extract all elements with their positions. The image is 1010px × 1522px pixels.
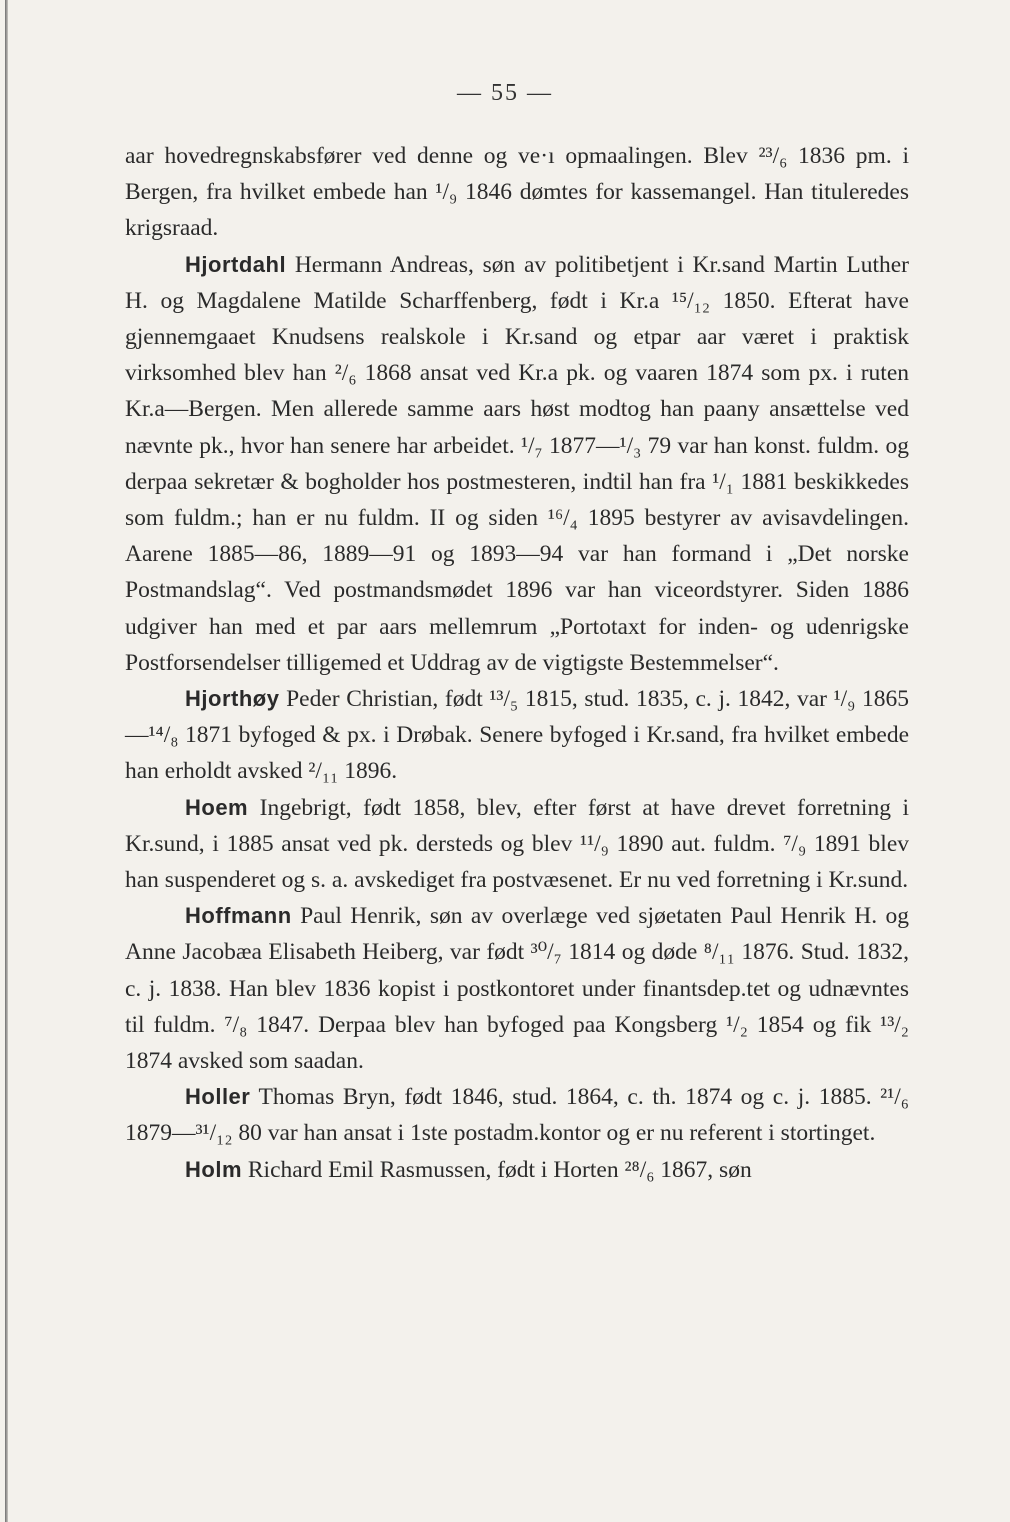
entry-name: Hoffmann [185,903,292,929]
entry-text: Paul Henrik, søn av overlæge ved sjøetaten Paul Henrik H. og Anne Jacobæa Elisabeth Heiberg, var født ³⁰/₇ 1814 og døde ⁸/₁₁ 1876. Stud. 1832, c. j. 1838. Han blev 1836 kopist i postkontoret under finantsdep.tet og udnævntes til fuldm. ⁷/₈ 1847. Derpaa blev han byfoged paa Kongsberg ¹/₂ 1854 og fik ¹³/₂ 1874 avsked som saadan. [125,903,909,1075]
entry-text: Thomas Bryn, født 1846, stud. 1864, c. th. 1874 og c. j. 1885. ²¹/₆ 1879—³¹/₁₂ 80 var han ansat i 1ste postadm.kontor og er nu referent i stortinget. [125,1084,909,1147]
page-edge-line [5,0,8,1522]
entry-name: Holm [185,1156,242,1182]
entry-text: Peder Christian, født ¹³/₅ 1815, stud. 1835, c. j. 1842, var ¹/₉ 1865—¹⁴/₈ 1871 byfoged & px. i Drøbak. Senere byfoged i Kr.sand, fra hvilket embede han erholdt avsked ²/₁₁ 1896. [125,686,910,785]
entry-hoffmann [125,898,909,1079]
entry-text: Richard Emil Rasmussen, født i Horten ²⁸/₆ 1867, søn [247,1156,752,1183]
entry-name: Hjortdahl [185,251,287,277]
entry-text: Ingebrigt, født 1858, blev, efter først at have drevet forretning i Kr.sund, i 1885 ansat ved pk. dersteds og blev ¹¹/₉ 1890 aut. fuldm. ⁷/₉ 1891 blev han suspenderet og s. a. avskediget fra postvæsenet. Er nu ved forretning i Kr.sund. [125,794,909,894]
entry-hoem [125,790,909,899]
entry-name: Hjorthøy [185,686,280,712]
entry-name: Hoem [185,794,249,820]
entry-continuation [125,138,909,247]
biography-text-block [125,138,909,1188]
entry-holler [125,1079,909,1151]
page-number: — 55 — [457,80,553,106]
entry-text: Hermann Andreas, søn av politibetjent i Kr.sand Martin Luther H. og Magdalene Matilde Scharffenberg, født i Kr.a ¹⁵/₁₂ 1850. Efterat have gjennemgaaet Knudsens realskole i Kr.sand og etpar aar været i praktisk virksomhed blev han ²/₆ 1868 ansat ved Kr.a pk. og vaaren 1874 som px. i ruten Kr.a—Bergen. Men allerede samme aars høst modtog han paany ansættelse ved nævnte pk., hvor han senere har arbeidet. ¹/₇ 1877—¹/₃ 79 var han konst. fuldm. og derpaa sekretær & bogholder hos postmesteren, indtil han fra ¹/₁ 1881 beskikkedes som fuldm.; han er nu fuldm. II og siden ¹⁶/₄ 1895 bestyrer av avisavdelingen. Aarene 1885—86, 1889—91 og 1893—94 var han formand i „Det norske Postmandslag“. Ved postmandsmødet 1896 var han viceordstyrer. Siden 1886 udgiver han med et par aars mellemrum „Portotaxt for inden- og udenrigske Postforsendelser tilligemed et Uddrag av de vigtigste Bestemmelser“. [125,251,910,676]
entry-name: Holler [185,1084,251,1110]
entry-hjortdahl [125,247,909,681]
entry-hjorthoy [125,681,909,790]
entry-text: aar hovedregnskabsfører ved denne og ve·ı opmaalingen. Blev ²³/₆ 1836 pm. i Bergen, fra hvilket embede han ¹/₉ 1846 dømtes for kassemangel. Han tituleredes krigsraad. [125,143,909,242]
entry-holm [125,1152,909,1188]
